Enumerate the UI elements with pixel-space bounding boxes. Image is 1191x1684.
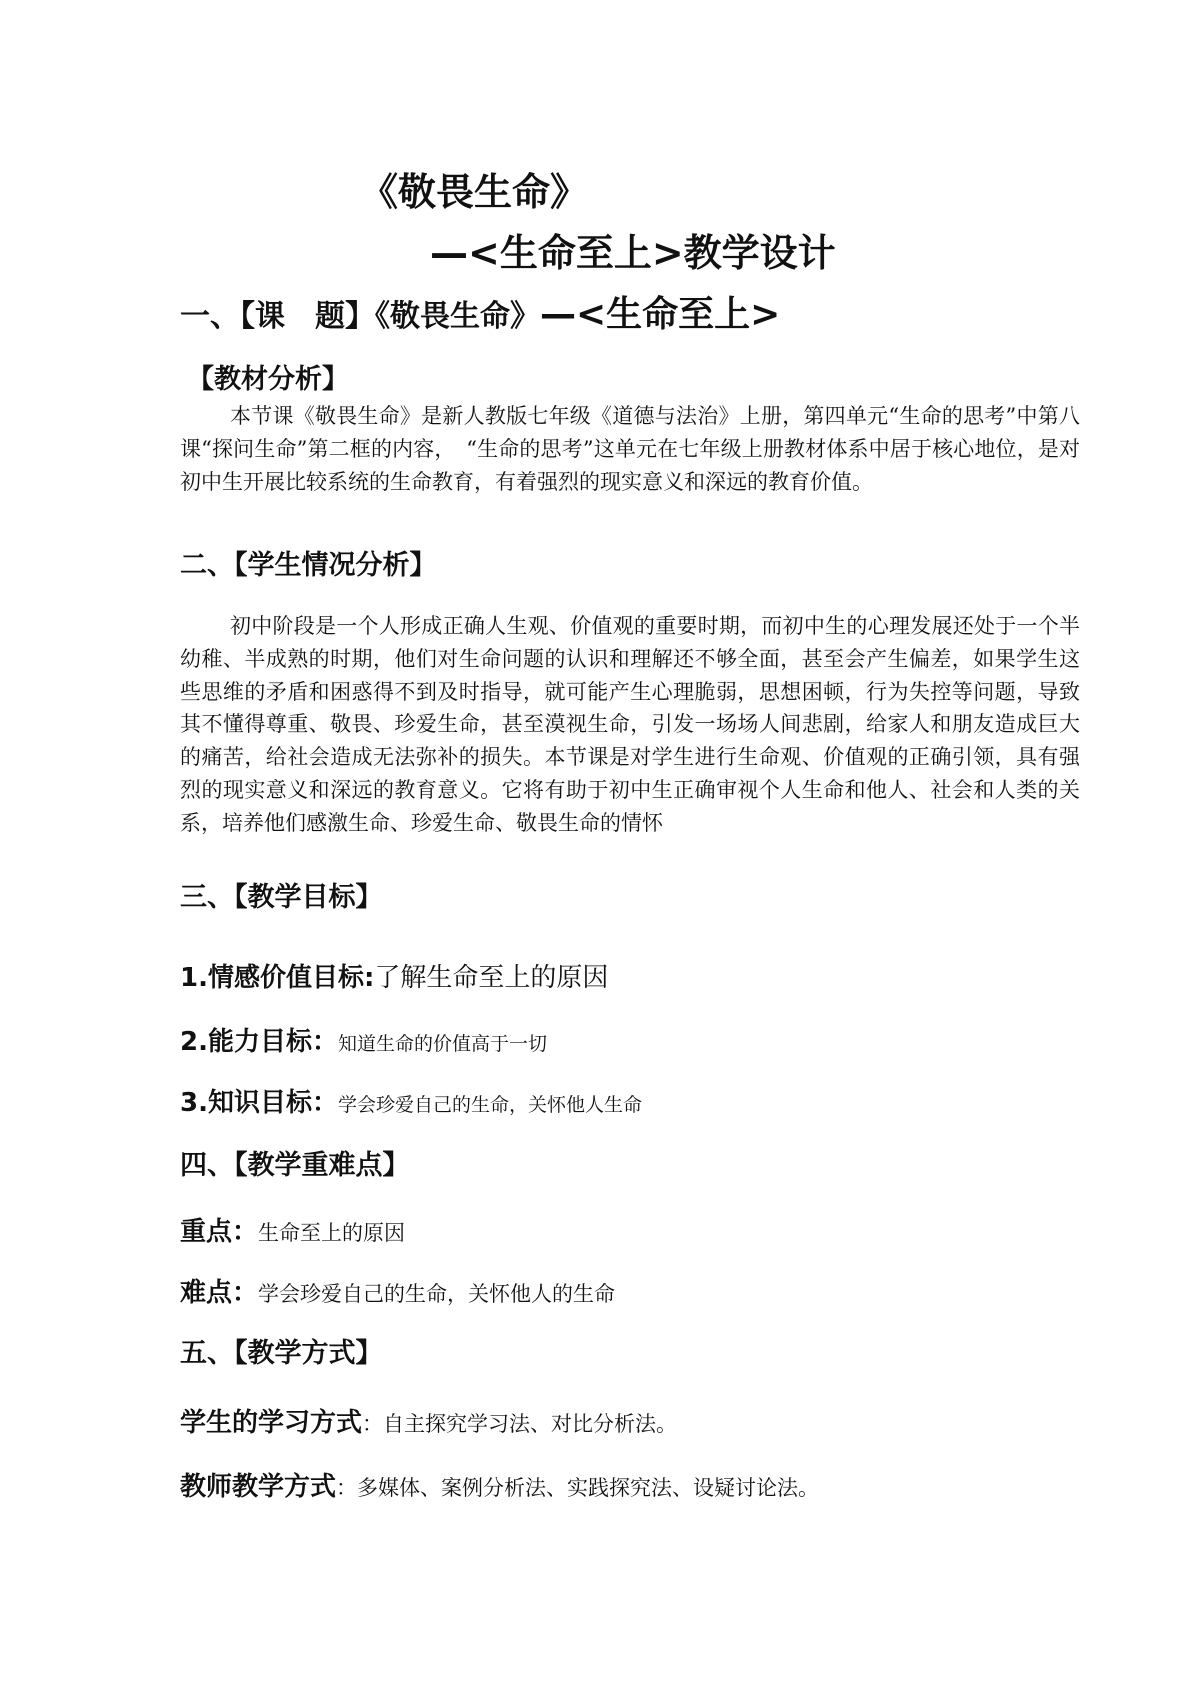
teacher-method [180,1467,819,1510]
topic-heading [180,295,780,337]
methods-heading: 五、【教学方式】 [180,1338,383,1369]
student-analysis-heading: 二、【学生情况分析】 [180,550,437,581]
document-title: 《敬畏生命》 [360,170,589,214]
goal-label: 3.知识目标： [180,1088,338,1118]
material-analysis-heading: 【教材分析】 [187,364,349,395]
topic-emphasis: —<生命至上> [540,294,781,335]
goals-heading: 三、【教学目标】 [180,882,383,913]
student-analysis-paragraph: 初中阶段是一个人形成正确人生观、价值观的重要时期，而初中生的心理发展还处于一个半幼稚、半成熟的时期，他们对生命问题的认识和理解还不够全面，甚至会产生偏差，如果学生这些思维的矛盾和困惑得不到及时指导，就可能产生心理脆弱，思想困顿，行为失控等问题，导致其不懂得尊重、敬畏、珍爱生命，甚至漠视生命，引发一场场人间悲剧，给家人和朋友造成巨大的痛苦，给社会造成无法弥补的损失。本节课是对学生进行生命观、价值观的正确引领，具有强烈的现实意义和深远的教育意义。它将有助于初中生正确审视个人生命和他人、社会和人类的关系，培养他们感激生命、珍爱生命、敬畏生命的情怀 [180,614,1080,835]
difficult-point [180,1273,615,1316]
difficult-point-text: 学会珍爱自己的生命，关怀他人的生命 [258,1282,616,1306]
key-point-label: 重点： [180,1217,259,1247]
goal-label: 2.能力目标： [180,1027,338,1057]
goal-item [180,958,608,1001]
goal-label: 1.情感价值目标: [180,963,375,993]
student-method-text: ：自主探究学习法、对比分析法。 [362,1412,678,1436]
goal-item [180,1022,547,1065]
student-method [180,1403,677,1446]
student-method-label: 学生的学习方式 [180,1408,363,1438]
goal-text: 知道生命的价值高于一切 [337,1033,547,1055]
teacher-method-text: ：多媒体、案例分析法、实践探究法、设疑讨论法。 [336,1476,820,1500]
difficult-point-label: 难点： [180,1278,259,1308]
document-subtitle: —<生命至上>教学设计 [430,231,836,275]
goal-text: 了解生命至上的原因 [374,963,609,993]
goal-text: 学会珍爱自己的生命，关怀他人生命 [337,1094,642,1116]
material-analysis-paragraph: 本节课《敬畏生命》是新人教版七年级《道德与法治》上册，第四单元“生命的思考”中第八课“探问生命”第二框的内容， “生命的思考”这单元在七年级上册教材体系中居于核心地位，是对初中生开展比较系统的生命教育，有着强烈的现实意义和深远的教育价值。 [180,404,1080,494]
key-point [180,1212,405,1255]
key-points-heading: 四、【教学重难点】 [180,1150,410,1181]
topic-prefix: 一、【课 题】《敬畏生命》 [180,299,540,334]
goal-item [180,1083,642,1126]
key-point-text: 生命至上的原因 [258,1221,406,1245]
teacher-method-label: 教师教学方式 [180,1472,337,1502]
